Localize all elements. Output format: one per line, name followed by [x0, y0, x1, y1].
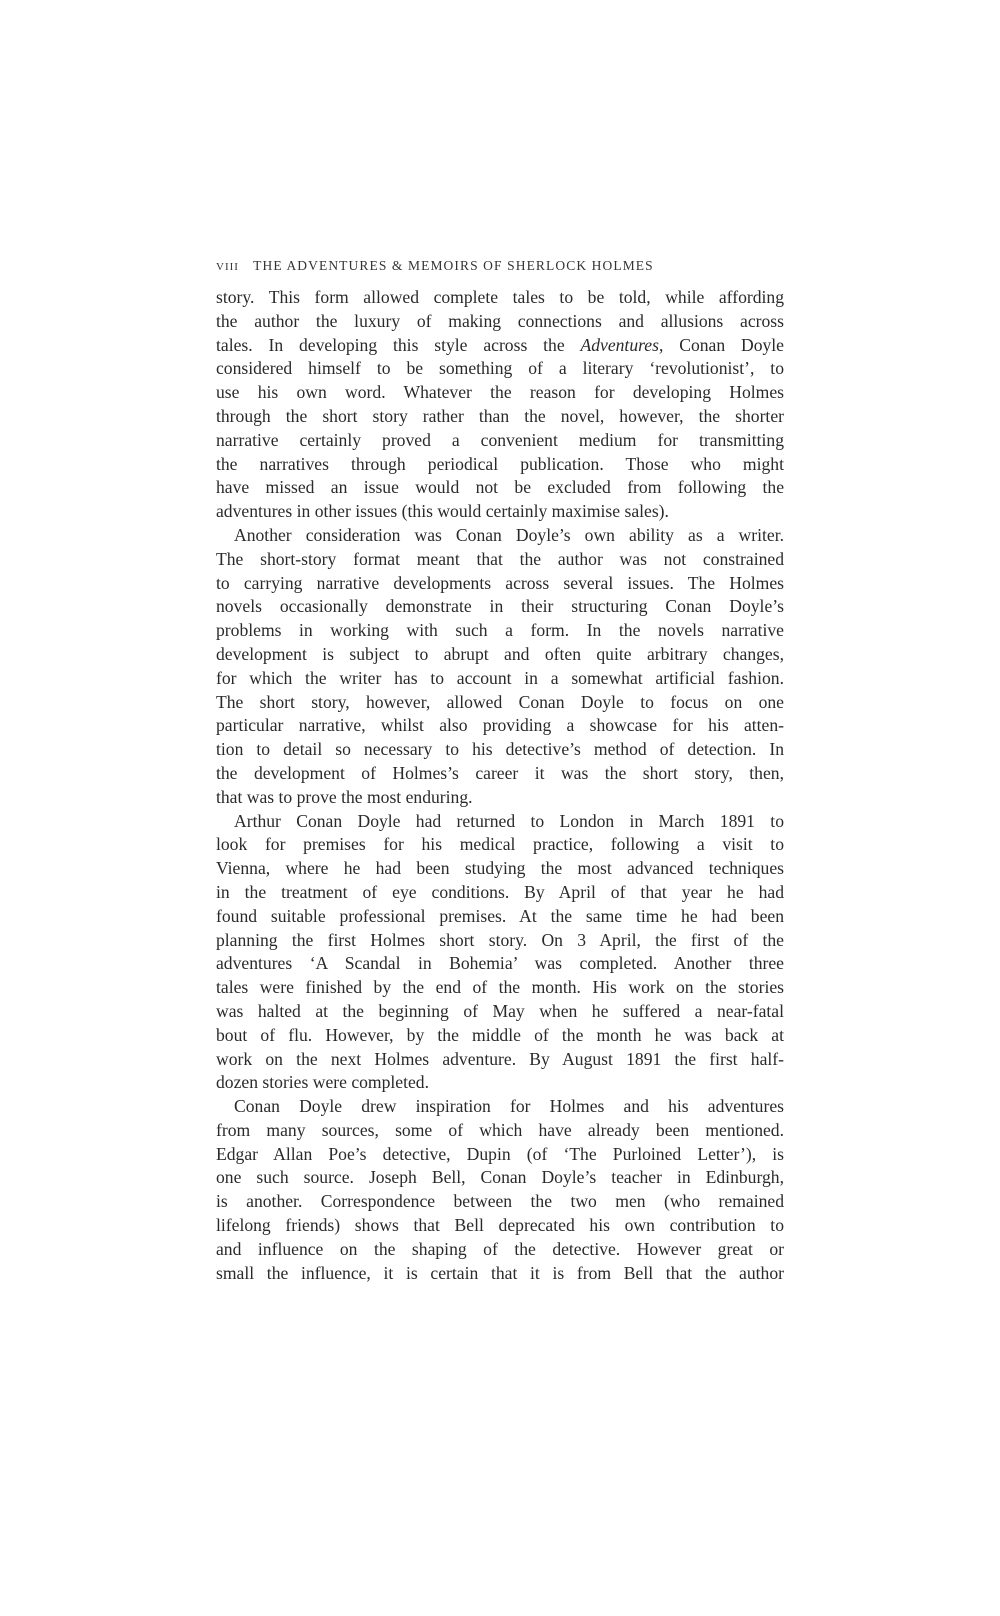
text-segment: through the short story rather than the novel, however, the shorter [216, 405, 784, 426]
text-line [216, 334, 784, 358]
running-title: THE ADVENTURES & MEMOIRS OF SHERLOCK HOLMES [253, 258, 654, 273]
text-line [216, 667, 784, 691]
text-line [216, 381, 784, 405]
text-line [216, 1143, 784, 1167]
paragraph [216, 810, 784, 1096]
text-segment: particular narrative, whilst also providing a showcase for his atten- [216, 715, 784, 736]
text-segment: adventures in other issues (this would certainly maximise sales). [216, 501, 669, 522]
text-segment: problems in working with such a form. In the novels narrative [216, 620, 784, 641]
text-line [216, 595, 784, 619]
text-line [216, 310, 784, 334]
text-line [216, 1190, 784, 1214]
text-line [216, 1238, 784, 1262]
text-line [216, 619, 784, 643]
text-segment: for which the writer has to account in a somewhat artificial fashion. [216, 667, 784, 688]
text-line [216, 357, 784, 381]
text-line [216, 429, 784, 453]
italic-title: Adventures [580, 334, 659, 355]
text-segment: The short-story format meant that the author was not constrained [216, 548, 784, 569]
text-line [216, 476, 784, 500]
text-line [216, 548, 784, 572]
text-line [216, 1214, 784, 1238]
text-segment: that was to prove the most enduring. [216, 786, 473, 807]
text-line [216, 1000, 784, 1024]
text-segment: tales were finished by the end of the month. His work on the stories [216, 977, 784, 998]
text-line [216, 524, 784, 548]
text-segment: to carrying narrative developments across several issues. The Holmes [216, 572, 784, 593]
text-line [216, 1119, 784, 1143]
text-line [216, 405, 784, 429]
text-segment: is another. Correspondence between the two men (who remained [216, 1191, 784, 1212]
text-line [216, 691, 784, 715]
text-line [216, 810, 784, 834]
text-line [216, 714, 784, 738]
text-segment: lifelong friends) shows that Bell deprecated his own contribution to [216, 1215, 784, 1236]
text-line [216, 905, 784, 929]
text-segment: considered himself to be something of a literary ‘revolutionist’, to [216, 358, 784, 379]
text-segment: Edgar Allan Poe’s detective, Dupin (of ‘The Purloined Letter’), is [216, 1143, 784, 1164]
text-segment: the author the luxury of making connections and allusions across [216, 310, 784, 331]
text-segment: look for premises for his medical practice, following a visit to [216, 834, 784, 855]
book-page [216, 256, 784, 1285]
text-segment: use his own word. Whatever the reason for developing Holmes [216, 382, 784, 403]
text-line [216, 786, 784, 810]
text-segment: small the influence, it is certain that it is from Bell that the author [216, 1262, 784, 1283]
text-segment: tales. In developing this style across the [216, 334, 581, 355]
text-segment: adventures ‘A Scandal in Bohemia’ was completed. Another three [216, 953, 784, 974]
text-line [216, 572, 784, 596]
text-line [216, 738, 784, 762]
text-segment: Vienna, where he had been studying the most advanced techniques [216, 858, 784, 879]
text-line [216, 976, 784, 1000]
text-segment: in the treatment of eye conditions. By April of that year he had [216, 881, 784, 902]
text-segment: from many sources, some of which have already been mentioned. [216, 1119, 784, 1140]
text-line [216, 857, 784, 881]
text-line [216, 881, 784, 905]
text-segment: one such source. Joseph Bell, Conan Doyle’s teacher in Edinburgh, [216, 1167, 784, 1188]
text-segment: The short story, however, allowed Conan Doyle to focus on one [216, 691, 784, 712]
text-segment: was halted at the beginning of May when he suffered a near-fatal [216, 1000, 784, 1021]
paragraph [216, 286, 784, 524]
text-line [216, 762, 784, 786]
text-segment: found suitable professional premises. At the same time he had been [216, 905, 784, 926]
text-line [216, 286, 784, 310]
text-line [216, 643, 784, 667]
text-segment: tion to detail so necessary to his detective’s method of detection. In [216, 739, 784, 760]
text-segment: novels occasionally demonstrate in their structuring Conan Doyle’s [216, 596, 784, 617]
text-segment: the development of Holmes’s career it was the short story, then, [216, 762, 784, 783]
paragraph [216, 1095, 784, 1285]
text-line [216, 453, 784, 477]
text-line [216, 833, 784, 857]
text-segment: story. This form allowed complete tales to be told, while affording [216, 287, 784, 307]
text-line [216, 500, 784, 524]
body-text [216, 286, 784, 1285]
text-segment: the narratives through periodical publication. Those who might [216, 453, 784, 474]
text-segment: Arthur Conan Doyle had returned to London in March 1891 to [234, 810, 784, 831]
text-line [216, 1262, 784, 1286]
text-segment: work on the next Holmes adventure. By August 1891 the first half- [216, 1048, 784, 1069]
text-segment: bout of flu. However, by the middle of the month he was back at [216, 1024, 784, 1045]
text-segment: , Conan Doyle [658, 334, 784, 355]
running-header [216, 256, 784, 278]
text-segment: development is subject to abrupt and often quite arbitrary changes, [216, 643, 784, 664]
text-line [216, 1048, 784, 1072]
text-segment: narrative certainly proved a convenient medium for transmitting [216, 429, 784, 450]
page-number: VIII [216, 261, 239, 273]
text-segment: Conan Doyle drew inspiration for Holmes and his adventures [234, 1096, 784, 1117]
text-line [216, 1071, 784, 1095]
text-segment: dozen stories were completed. [216, 1072, 429, 1093]
text-segment: have missed an issue would not be excluded from following the [216, 477, 784, 498]
paragraph [216, 524, 784, 810]
text-line [216, 929, 784, 953]
text-segment: planning the first Holmes short story. On 3 April, the first of the [216, 929, 784, 950]
text-line [216, 1166, 784, 1190]
text-line [216, 952, 784, 976]
text-line [216, 1095, 784, 1119]
text-segment: and influence on the shaping of the detective. However great or [216, 1238, 784, 1259]
text-segment: Another consideration was Conan Doyle’s own ability as a writer. [234, 524, 784, 545]
text-line [216, 1024, 784, 1048]
